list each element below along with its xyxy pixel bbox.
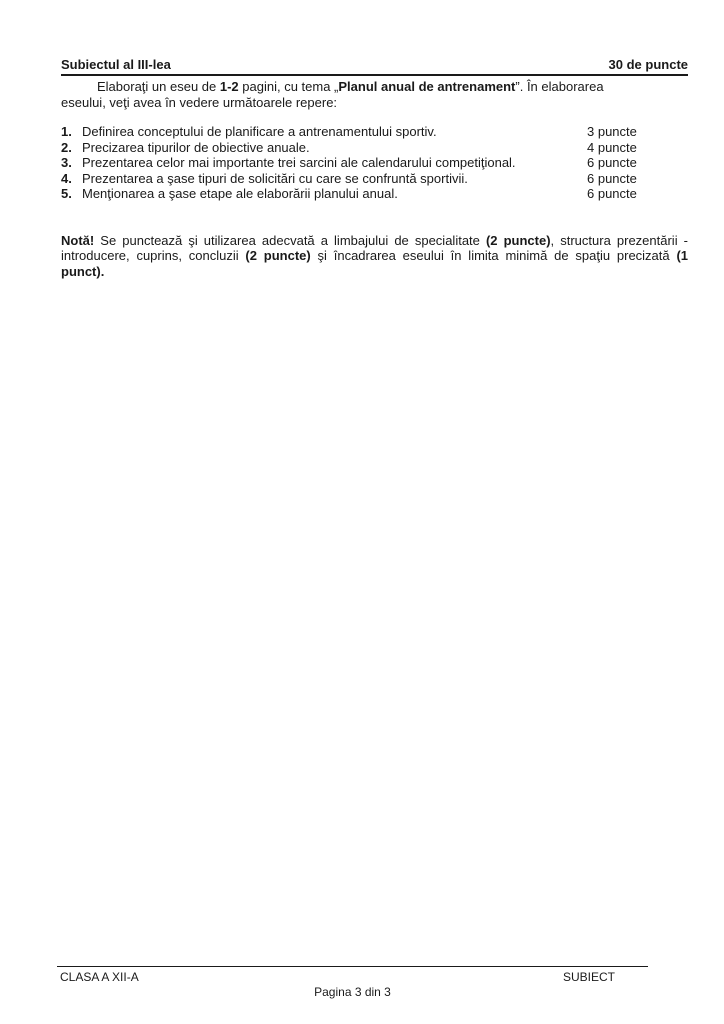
intro-paragraph bbox=[61, 79, 688, 110]
requirement-text: Prezentarea celor mai importante trei sarcini ale calendarului competiţional. bbox=[82, 155, 516, 170]
requirement-number: 5. bbox=[61, 186, 72, 201]
footer-class-label: CLASA A XII-A bbox=[60, 970, 139, 984]
requirement-number: 1. bbox=[61, 124, 72, 139]
footer-subject-label: SUBIECT bbox=[562, 970, 615, 984]
requirement-number: 3. bbox=[61, 155, 72, 170]
intro-line: Elaboraţi un eseu de 1-2 pagini, cu tema „Planul anual de antrenament”. În elaborarea bbox=[97, 79, 604, 94]
requirement-points: 4 puncte bbox=[587, 139, 637, 155]
document-body bbox=[61, 57, 688, 279]
footer-row bbox=[57, 970, 648, 984]
requirement-row bbox=[61, 140, 688, 156]
requirement-text: Precizarea tipurilor de obiective anuale. bbox=[82, 139, 310, 155]
footer-page-number: Pagina 3 din 3 bbox=[314, 985, 391, 999]
requirement-points: 6 puncte bbox=[587, 186, 637, 201]
page-footer bbox=[57, 966, 648, 999]
requirement-text: Definirea conceptului de planificare a antrenamentului sportiv. bbox=[82, 124, 437, 139]
requirement-row bbox=[61, 124, 688, 140]
requirement-text: Prezentarea a şase tipuri de solicitări cu care se confruntă sportivii. bbox=[82, 170, 468, 186]
requirement-row bbox=[61, 171, 688, 187]
requirement-number: 2. bbox=[61, 139, 72, 155]
requirement-number: 4. bbox=[61, 170, 72, 186]
section-points: 30 de puncte bbox=[608, 57, 688, 72]
note-paragraph: Notă! Se punctează şi utilizarea adecvată a limbajului de specialitate (2 puncte), structura prezentării - introducere, cuprins, concluzii (2 puncte) şi încadrarea eseului în limita minimă de spaţiu precizată (1 punct). bbox=[61, 232, 688, 279]
requirement-text: Menţionarea a şase etape ale elaborării planului anual. bbox=[82, 186, 398, 201]
section-title: Subiectul al III-lea bbox=[61, 57, 171, 72]
requirements-list bbox=[61, 124, 688, 202]
section-header bbox=[61, 57, 688, 76]
requirement-points: 6 puncte bbox=[587, 155, 637, 170]
requirement-row bbox=[61, 155, 688, 171]
requirement-points: 6 puncte bbox=[587, 170, 637, 186]
intro-line: eseului, veţi avea în vedere următoarele repere: bbox=[61, 94, 338, 110]
requirement-row bbox=[61, 186, 688, 202]
requirement-points: 3 puncte bbox=[587, 124, 637, 139]
